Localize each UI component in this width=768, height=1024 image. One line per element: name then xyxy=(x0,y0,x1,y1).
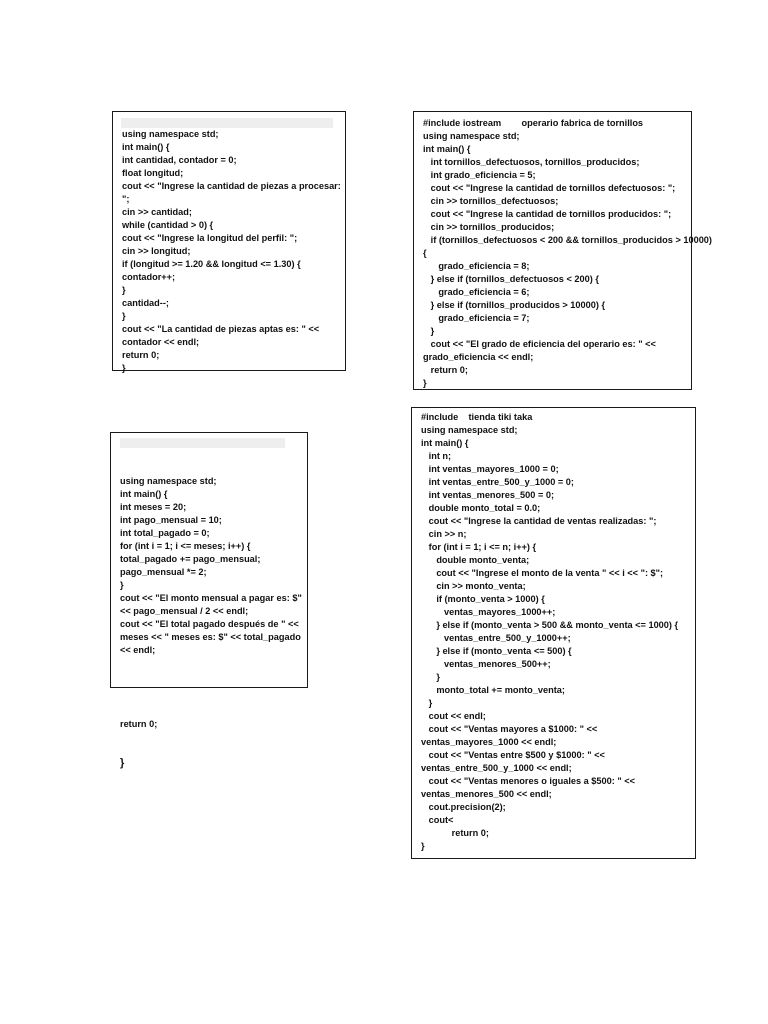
code-line: cout << "Ventas mayores a $1000: " << xyxy=(421,724,598,734)
code-block-tornillos xyxy=(423,117,712,390)
code-block-piezas xyxy=(122,128,341,375)
code-line: cout << "Ingrese la cantidad de tornillos producidos: "; xyxy=(423,209,672,219)
header-band xyxy=(121,118,333,128)
code-line: } xyxy=(122,363,126,373)
code-line: ventas_menores_500++; xyxy=(421,659,551,669)
code-line: cout << "Ventas menores o iguales a $500: " << xyxy=(421,776,635,786)
code-box-piezas xyxy=(112,111,346,371)
code-line: } xyxy=(120,580,124,590)
code-line: cin >> tornillos_defectuosos; xyxy=(423,196,559,206)
code-line: #include tienda tiki taka xyxy=(421,412,533,422)
code-box-tienda xyxy=(411,407,696,859)
code-line: double monto_venta; xyxy=(421,555,530,565)
code-box-tornillos xyxy=(413,111,712,390)
code-line: ventas_entre_500_y_1000++; xyxy=(421,633,571,643)
code-line: } xyxy=(423,326,435,336)
code-line: } else if (monto_venta <= 500) { xyxy=(421,646,572,656)
code-line: cout << "La cantidad de piezas aptas es: " << xyxy=(122,324,320,334)
code-line: using namespace std; xyxy=(423,131,520,141)
code-line: int total_pagado = 0; xyxy=(120,528,210,538)
code-line: for (int i = 1; i <= n; i++) { xyxy=(421,542,537,552)
code-line: cout << "El monto mensual a pagar es: $" xyxy=(120,593,302,603)
code-line: cin >> tornillos_producidos; xyxy=(423,222,555,232)
code-line: int n; xyxy=(421,451,452,461)
code-line: cout << "El grado de eficiencia del operario es: " << xyxy=(423,339,656,349)
code-line: int pago_mensual = 10; xyxy=(120,515,222,525)
code-line: int ventas_menores_500 = 0; xyxy=(421,490,555,500)
code-line: cantidad--; xyxy=(122,298,169,308)
code-line: cin >> cantidad; xyxy=(122,207,192,217)
code-line: cout.precision(2); xyxy=(421,802,506,812)
code-line: cout << "El total pagado después de " << xyxy=(120,619,299,629)
header-band xyxy=(120,438,285,448)
code-line: contador << endl; xyxy=(122,337,200,347)
code-line: } else if (monto_venta > 500 && monto_venta <= 1000) { xyxy=(421,620,679,630)
code-block-pagos xyxy=(120,449,302,796)
code-line: int main() { xyxy=(423,144,471,154)
code-line: "; xyxy=(122,194,130,204)
code-line: int main() { xyxy=(421,438,469,448)
code-line: return 0; xyxy=(122,350,160,360)
code-line: ventas_entre_500_y_1000 << endl; xyxy=(421,763,572,773)
code-line: float longitud; xyxy=(122,168,184,178)
code-line: int grado_eficiencia = 5; xyxy=(423,170,536,180)
code-line: int main() { xyxy=(122,142,170,152)
code-line: using namespace std; xyxy=(421,425,518,435)
code-line: grado_eficiencia = 6; xyxy=(423,287,530,297)
code-line: if (longitud >= 1.20 && longitud <= 1.30) { xyxy=(122,259,301,269)
code-line: grado_eficiencia = 7; xyxy=(423,313,530,323)
code-line: cout << "Ingrese la longitud del perfil: "; xyxy=(122,233,298,243)
code-line: int tornillos_defectuosos, tornillos_producidos; xyxy=(423,157,640,167)
code-line: cin >> monto_venta; xyxy=(421,581,526,591)
code-line: << pago_mensual / 2 << endl; xyxy=(120,606,249,616)
code-line: cout< xyxy=(421,815,454,825)
code-line: ventas_menores_500 << endl; xyxy=(421,789,552,799)
code-line: meses << " meses es: $" << total_pagado xyxy=(120,632,301,642)
code-line: << endl; xyxy=(120,645,156,655)
code-line: #include iostream operario fabrica de tornillos xyxy=(423,118,644,128)
code-line: pago_mensual *= 2; xyxy=(120,567,207,577)
code-line: } else if (tornillos_producidos > 10000) { xyxy=(423,300,606,310)
code-line: grado_eficiencia = 8; xyxy=(423,261,530,271)
code-line: using namespace std; xyxy=(120,476,217,486)
code-line: { xyxy=(423,248,427,258)
code-line: ventas_mayores_1000++; xyxy=(421,607,556,617)
code-line: cin >> n; xyxy=(421,529,467,539)
code-box-pagos xyxy=(110,432,308,769)
code-line: contador++; xyxy=(122,272,176,282)
code-line: int ventas_mayores_1000 = 0; xyxy=(421,464,559,474)
code-line: cin >> longitud; xyxy=(122,246,191,256)
code-line: } xyxy=(122,311,126,321)
code-line: } else if (tornillos_defectuosos < 200) { xyxy=(423,274,599,284)
code-line: } xyxy=(421,698,433,708)
code-line: return 0; xyxy=(421,828,489,838)
code-line: cout << "Ingrese la cantidad de ventas realizadas: "; xyxy=(421,516,657,526)
code-line: return 0; xyxy=(423,365,468,375)
code-line: cout << "Ventas entre $500 y $1000: " << xyxy=(421,750,605,760)
code-line: cout << "Ingrese la cantidad de tornillos defectuosos: "; xyxy=(423,183,676,193)
code-line: monto_total += monto_venta; xyxy=(421,685,565,695)
code-line: while (cantidad > 0) { xyxy=(122,220,214,230)
code-line: grado_eficiencia << endl; xyxy=(423,352,534,362)
code-line: cout << endl; xyxy=(421,711,486,721)
code-line: if (tornillos_defectuosos < 200 && tornillos_producidos > 10000) xyxy=(423,235,712,245)
code-line: } xyxy=(421,841,425,851)
code-line: ventas_mayores_1000 << endl; xyxy=(421,737,557,747)
code-line: if (monto_venta > 1000) { xyxy=(421,594,545,604)
code-line: cout << "Ingrese el monto de la venta " << i << ": $"; xyxy=(421,568,664,578)
code-line: for (int i = 1; i <= meses; i++) { xyxy=(120,541,251,551)
code-line: } xyxy=(122,285,126,295)
code-line: double monto_total = 0.0; xyxy=(421,503,541,513)
code-line-return: return 0; xyxy=(120,719,158,729)
code-line: using namespace std; xyxy=(122,129,219,139)
code-block-tienda xyxy=(421,411,678,853)
code-line: int ventas_entre_500_y_1000 = 0; xyxy=(421,477,574,487)
code-line: cout << "Ingrese la cantidad de piezas a procesar: xyxy=(122,181,341,191)
code-line: int main() { xyxy=(120,489,168,499)
code-line: } xyxy=(421,672,440,682)
code-line: total_pagado += pago_mensual; xyxy=(120,554,261,564)
code-line: int cantidad, contador = 0; xyxy=(122,155,237,165)
code-line: } xyxy=(423,378,427,388)
code-line: int meses = 20; xyxy=(120,502,187,512)
code-line-closing-brace: } xyxy=(120,757,125,769)
blank-line xyxy=(120,683,302,692)
